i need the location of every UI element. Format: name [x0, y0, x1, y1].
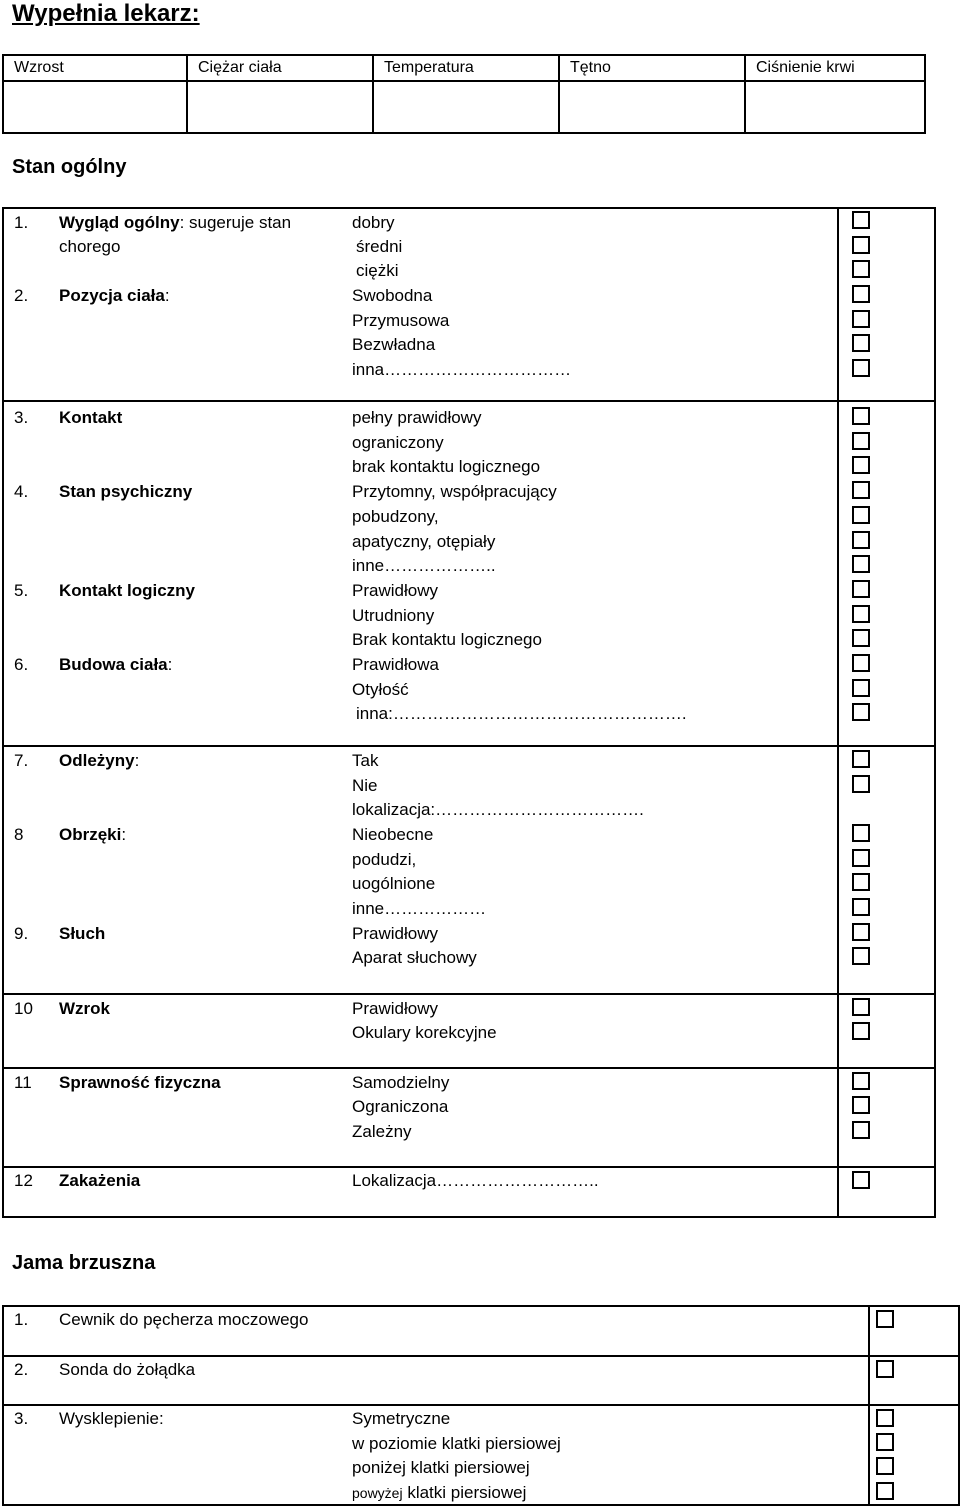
option: Swobodna [352, 286, 433, 305]
checkbox[interactable] [852, 849, 870, 867]
item-label [59, 653, 172, 678]
item-label: Kontakt [59, 408, 123, 427]
item-label [59, 823, 126, 848]
item-label: Sonda do żołądka [59, 1360, 196, 1379]
jama-checkbox-column-2 [869, 1356, 959, 1405]
checkbox[interactable] [852, 260, 870, 278]
item-num: 9. [14, 924, 29, 943]
option: Brak kontaktu logicznego [352, 630, 542, 649]
checkbox[interactable] [876, 1457, 894, 1475]
item-num: 10 [14, 999, 33, 1018]
option: Przymusowa [352, 311, 450, 330]
item-label-bold: Obrzęki [59, 825, 122, 844]
vitals-header-pulse: Tętno [559, 55, 745, 81]
option: Okulary korekcyjne [352, 1023, 497, 1042]
checkbox[interactable] [852, 310, 870, 328]
option: Prawidłowa [352, 655, 439, 674]
item-label-suffix: : [121, 825, 127, 844]
option: Zależny [352, 1122, 412, 1141]
option: inne……………….. [352, 556, 496, 575]
item-label-suffix: : [167, 655, 173, 674]
item-label: Stan psychiczny [59, 482, 193, 501]
checkbox[interactable] [876, 1360, 894, 1378]
stan-ogolny-table [2, 207, 936, 1218]
item-num: 2. [14, 1360, 29, 1379]
option: brak kontaktu logicznego [352, 457, 541, 476]
checkbox[interactable] [852, 285, 870, 303]
option: Bezwładna [352, 335, 436, 354]
checkbox[interactable] [852, 898, 870, 916]
checkbox-column-3 [838, 746, 935, 994]
option: Prawidłowy [352, 999, 438, 1018]
option: Prawidłowy [352, 924, 438, 943]
stan-ogolny-block-4 [3, 994, 838, 1068]
item-label: Zakażenia [59, 1171, 141, 1190]
option: dobry [352, 213, 395, 232]
section-heading-jama-brzuszna: Jama brzuszna [12, 1252, 156, 1274]
option: pobudzony, [352, 507, 439, 526]
item-label [59, 284, 170, 309]
item-num: 5. [14, 581, 29, 600]
option: Ograniczona [352, 1097, 449, 1116]
option: średni [356, 237, 403, 256]
item-label-bold: Pozycja ciała [59, 286, 165, 305]
option: apatyczny, otępiały [352, 532, 496, 551]
item-num: 12 [14, 1171, 33, 1190]
item-label [59, 211, 291, 236]
option: Nie [352, 776, 378, 795]
checkbox[interactable] [852, 923, 870, 941]
option: ograniczony [352, 433, 444, 452]
checkbox[interactable] [852, 703, 870, 721]
checkbox[interactable] [852, 531, 870, 549]
vitals-input-weight[interactable] [187, 81, 373, 133]
option: Prawidłowy [352, 581, 438, 600]
item-num: 1. [14, 213, 29, 232]
option: Nieobecne [352, 825, 434, 844]
option: Tak [352, 751, 379, 770]
item-label [59, 749, 139, 774]
checkbox[interactable] [852, 359, 870, 377]
item-num: 4. [14, 482, 29, 501]
stan-ogolny-block-3 [3, 746, 838, 994]
option: pełny prawidłowy [352, 408, 482, 427]
jama-brzuszna-table [2, 1305, 960, 1506]
item-num: 6. [14, 655, 29, 674]
stan-ogolny-block-5 [3, 1068, 838, 1167]
option-prefix: powyżej [352, 1485, 403, 1501]
vitals-table [2, 54, 926, 134]
checkbox[interactable] [852, 432, 870, 450]
option: lokalizacja:………………………………. [352, 800, 644, 819]
checkbox[interactable] [852, 1022, 870, 1040]
vitals-header-height: Wzrost [3, 55, 187, 81]
item-label-bold: Odleżyny [59, 751, 135, 770]
vitals-header-temperature: Temperatura [373, 55, 559, 81]
option: inna:……………………………………………. [356, 704, 687, 723]
option: uogólnione [352, 874, 436, 893]
option: Przytomny, współpracujący [352, 482, 557, 501]
checkbox[interactable] [876, 1433, 894, 1451]
option: Symetryczne [352, 1409, 451, 1428]
jama-brzuszna-row-3 [3, 1405, 869, 1505]
checkbox-column-5 [838, 1068, 935, 1167]
option [352, 1481, 526, 1506]
checkbox[interactable] [852, 407, 870, 425]
item-label-suffix: : [164, 286, 170, 305]
item-label: Kontakt logiczny [59, 581, 196, 600]
item-num: 11 [14, 1073, 32, 1092]
stan-ogolny-block-6 [3, 1167, 838, 1217]
checkbox[interactable] [852, 873, 870, 891]
checkbox[interactable] [852, 1096, 870, 1114]
checkbox[interactable] [852, 506, 870, 524]
checkbox[interactable] [852, 1171, 870, 1189]
item-num: 1. [14, 1310, 29, 1329]
option: w poziomie klatki piersiowej [352, 1434, 561, 1453]
item-label-line2: chorego [59, 237, 121, 256]
checkbox[interactable] [852, 947, 870, 965]
checkbox-column-4 [838, 994, 935, 1068]
checkbox[interactable] [852, 679, 870, 697]
vitals-header-blood-pressure: Ciśnienie krwi [745, 55, 925, 81]
checkbox-column-2 [838, 401, 935, 746]
page-title: Wypełnia lekarz: [12, 0, 200, 27]
item-label: Wysklepienie: [59, 1409, 164, 1428]
checkbox[interactable] [852, 654, 870, 672]
option: Otyłość [352, 680, 409, 699]
item-num: 3. [14, 1409, 29, 1428]
vitals-input-pulse[interactable] [559, 81, 745, 133]
option: inne……………… [352, 899, 487, 918]
checkbox[interactable] [852, 998, 870, 1016]
checkbox[interactable] [876, 1482, 894, 1500]
checkbox[interactable] [852, 775, 870, 793]
checkbox[interactable] [852, 1121, 870, 1139]
item-label: Sprawność fizyczna [59, 1073, 221, 1092]
option: ciężki [356, 261, 399, 280]
stan-ogolny-block-2 [3, 401, 838, 746]
checkbox[interactable] [852, 211, 870, 229]
item-label: Cewnik do pęcherza moczowego [59, 1310, 309, 1329]
item-num: 7. [14, 751, 29, 770]
jama-checkbox-column-3 [869, 1405, 959, 1505]
checkbox[interactable] [852, 1072, 870, 1090]
checkbox[interactable] [852, 236, 870, 254]
vitals-input-blood-pressure[interactable] [745, 81, 925, 133]
section-heading-stan-ogolny: Stan ogólny [12, 156, 127, 178]
checkbox[interactable] [852, 580, 870, 598]
checkbox-column-1 [838, 208, 935, 401]
item-label-suffix: : sugeruje stan [179, 213, 292, 232]
checkbox[interactable] [852, 605, 870, 623]
item-num: 8 [14, 825, 24, 844]
item-label-bold: Wygląd ogólny [59, 213, 180, 232]
item-num: 2. [14, 286, 29, 305]
item-num: 3. [14, 408, 29, 427]
checkbox[interactable] [876, 1409, 894, 1427]
jama-checkbox-column-1 [869, 1306, 959, 1356]
checkbox[interactable] [852, 750, 870, 768]
jama-brzuszna-row-1 [3, 1306, 869, 1356]
vitals-input-height[interactable] [3, 81, 187, 133]
vitals-header-weight: Ciężar ciała [187, 55, 373, 81]
checkbox-column-6 [838, 1167, 935, 1217]
option: Lokalizacja……………………….. [352, 1171, 599, 1190]
option: podudzi, [352, 850, 417, 869]
checkbox[interactable] [852, 629, 870, 647]
checkbox[interactable] [852, 456, 870, 474]
stan-ogolny-block-1 [3, 208, 838, 401]
vitals-input-temperature[interactable] [373, 81, 559, 133]
checkbox[interactable] [852, 555, 870, 573]
option: poniżej klatki piersiowej [352, 1458, 530, 1477]
item-label-suffix: : [134, 751, 140, 770]
jama-brzuszna-row-2 [3, 1356, 869, 1405]
item-label-bold: Budowa ciała [59, 655, 168, 674]
checkbox[interactable] [876, 1310, 894, 1328]
option: inna…………………………… [352, 360, 572, 379]
option-rest: klatki piersiowej [402, 1483, 527, 1502]
checkbox[interactable] [852, 334, 870, 352]
item-label: Słuch [59, 924, 106, 943]
option: Samodzielny [352, 1073, 450, 1092]
option: Utrudniony [352, 606, 435, 625]
item-label: Wzrok [59, 999, 110, 1018]
checkbox[interactable] [852, 481, 870, 499]
option: Aparat słuchowy [352, 948, 477, 967]
checkbox[interactable] [852, 824, 870, 842]
